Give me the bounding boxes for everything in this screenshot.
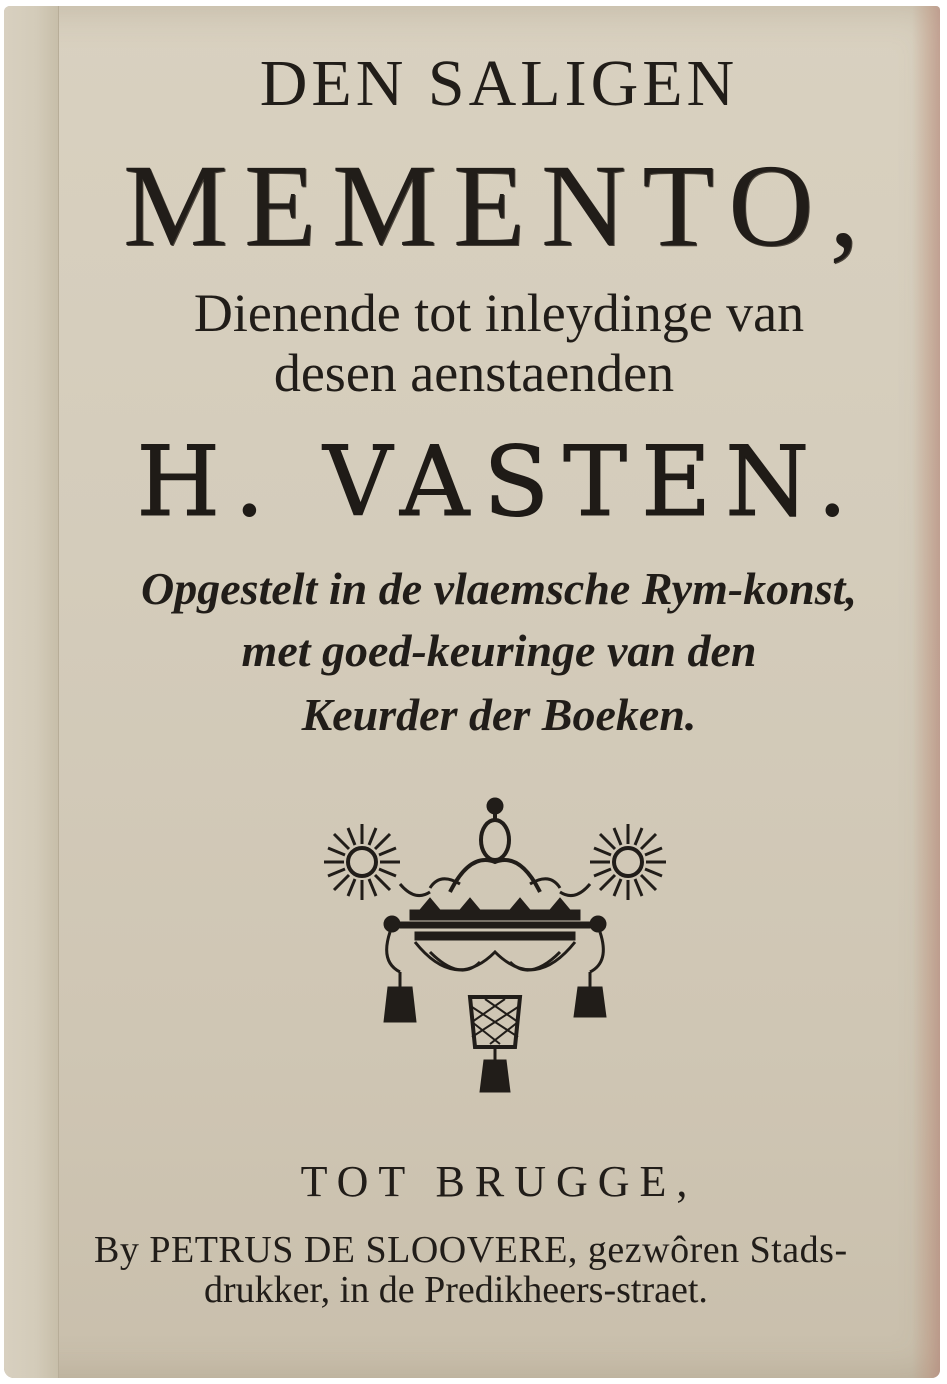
subtitle-line-2: desen aenstaenden	[273, 343, 675, 403]
printers-ornament-icon	[320, 792, 670, 1102]
title-line-3: H. VASTEN.	[136, 426, 862, 538]
italic-line-2: met goed-keuringe van den	[241, 625, 757, 676]
left-tassel-icon	[384, 972, 416, 1022]
right-sunburst-icon	[590, 824, 666, 900]
title-line-2: MEMENTO,	[123, 140, 875, 271]
lattice-pendant-icon	[470, 997, 520, 1092]
left-sunburst-icon	[324, 824, 400, 900]
spine-strip	[4, 6, 59, 1378]
finial-icon	[400, 798, 590, 896]
imprint-line-1: By PETRUS DE SLOOVERE, gezwôren Stads-	[94, 1229, 848, 1271]
subtitle-line-1: Dienende tot inleydinge van	[193, 283, 805, 343]
title-line-1: DEN SALIGEN	[259, 47, 739, 120]
title-page	[4, 6, 940, 1378]
italic-line-3: Keurder der Boeken.	[301, 689, 697, 740]
imprint-line-2: drukker, in de Predikheers-straet.	[204, 1269, 708, 1311]
crown-bar-icon	[384, 898, 606, 940]
right-tassel-icon	[574, 972, 606, 1017]
imprint-city: TOT BRUGGE,	[300, 1157, 698, 1206]
italic-line-1: Opgestelt in de vlaemsche Rym-konst,	[141, 563, 857, 614]
